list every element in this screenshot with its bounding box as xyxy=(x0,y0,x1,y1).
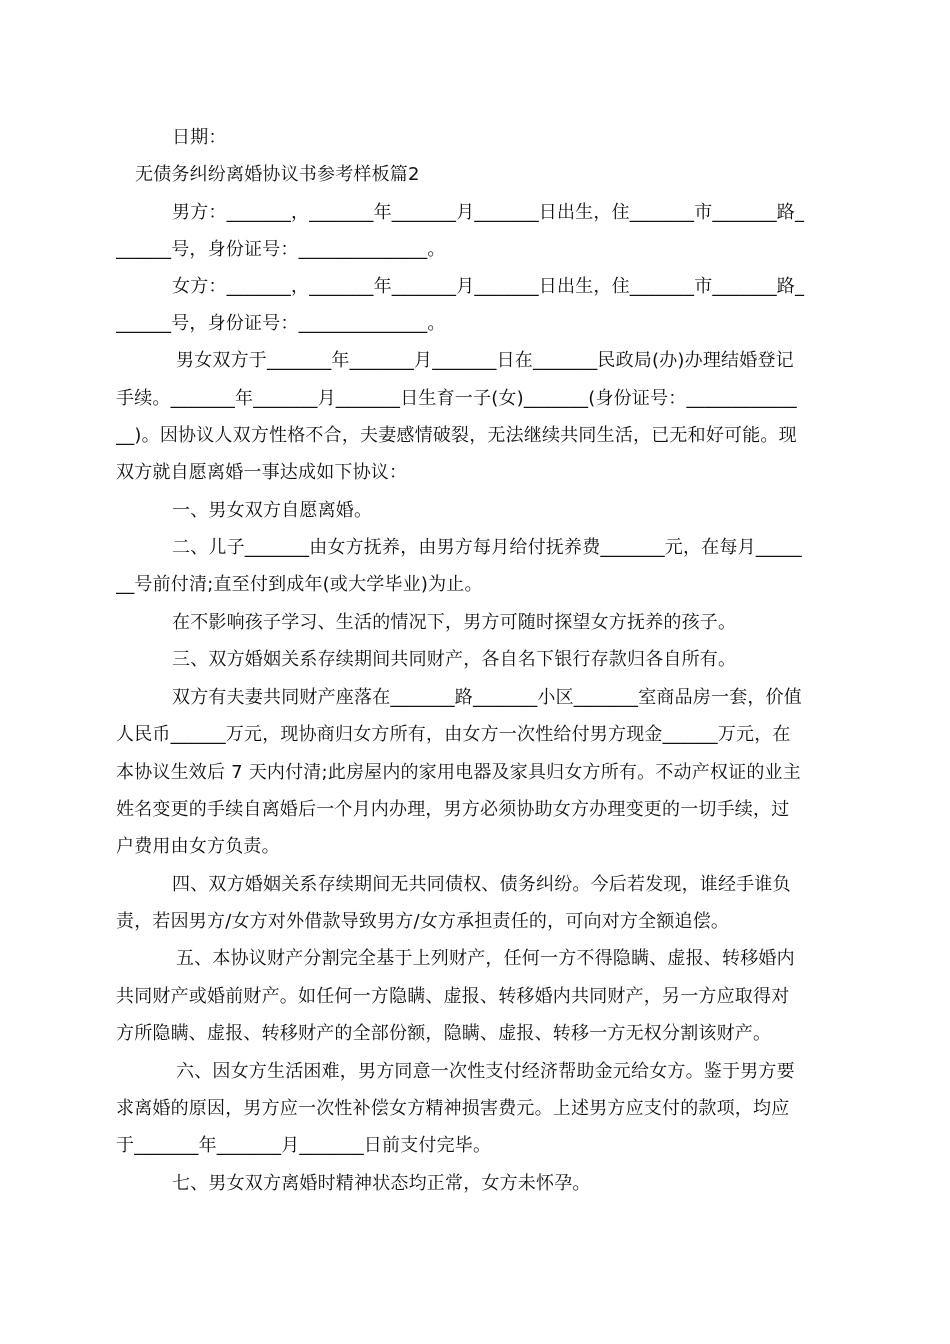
clause-4-line-1: 四、双方婚姻关系存续期间无共同债权、债务纠纷。今后若发现，谁经手谁负 xyxy=(172,874,791,895)
clause-6-line-1: 六、因女方生活困难，男方同意一次性支付经济帮助金元给女方。鉴于男方要 xyxy=(176,1061,795,1082)
property-line-3: 本协议生效后 7 天内付清;此房屋内的家用电器及家具归女方所有。不动产权证的业主 xyxy=(116,762,801,783)
clause-6-line-2: 求离婚的原因，男方应一次性补偿女方精神损害费元。上述男方应支付的款项，均应 xyxy=(116,1098,790,1119)
marriage-paragraph-line-3: __)。因协议人双方性格不合，夫妻感情破裂，无法继续共同生活，已无和好可能。现 xyxy=(116,425,797,446)
clause-3: 三、双方婚姻关系存续期间共同财产，各自名下银行存款归各自所有。 xyxy=(172,649,737,670)
date-label: 日期： xyxy=(172,127,227,148)
clause-5-line-2: 共同财产或婚前财产。如任何一方隐瞒、虚报、转移婚内共同财产，另一方应取得对 xyxy=(116,986,790,1007)
wife-info-line-1: 女方：_______，_______年_______月_______日出生，住_______市_______路_ xyxy=(172,276,805,297)
clause-2-line-2: __号前付清;直至付到成年(或大学毕业)为止。 xyxy=(116,574,483,595)
clause-5-line-1: 五、本协议财产分割完全基于上列财产，任何一方不得隐瞒、虚报、转移婚内 xyxy=(176,948,795,969)
marriage-paragraph-line-1: 男女双方于_______年_______月_______日在_______民政局(办)办理结婚登记 xyxy=(176,350,794,371)
marriage-paragraph-line-2: 手续。_______年_______月_______日生育一子(女)_______(身份证号：____________ xyxy=(116,388,797,409)
husband-info-line-2: ______号，身份证号：______________。 xyxy=(116,239,446,260)
clause-6-line-3: 于_______年_______月_______日前支付完毕。 xyxy=(116,1135,492,1156)
clause-2-line-1: 二、儿子_______由女方抚养，由男方每月给付抚养费_______元，在每月_____ xyxy=(172,537,802,558)
visitation-line: 在不影响孩子学习、生活的情况下，男方可随时探望女方抚养的孩子。 xyxy=(172,612,737,633)
clause-4-line-2: 责，若因男方/女方对外借款导致男方/女方承担责任的，可向对方全额追偿。 xyxy=(116,911,730,932)
clause-7: 七、男女双方离婚时精神状态均正常，女方未怀孕。 xyxy=(172,1173,591,1194)
property-line-4: 姓名变更的手续自离婚后一个月内办理，男方必须协助女方办理变更的一切手续，过 xyxy=(116,799,790,820)
husband-info-line-1: 男方：_______，_______年_______月_______日出生，住_______市_______路_ xyxy=(172,202,805,223)
section-title: 无债务纠纷离婚协议书参考样板篇2 xyxy=(135,164,420,185)
clause-5-line-3: 方所隐瞒、虚报、转移财产的全部份额，隐瞒、虚报、转移一方无权分割该财产。 xyxy=(116,1023,772,1044)
property-line-1: 双方有夫妻共同财产座落在_______路_______小区_______室商品房一套，价值 xyxy=(172,687,802,708)
marriage-paragraph-line-4: 双方就自愿离婚一事达成如下协议： xyxy=(116,462,408,483)
wife-info-line-2: ______号，身份证号：______________。 xyxy=(116,313,446,334)
clause-1: 一、男女双方自愿离婚。 xyxy=(172,500,373,521)
property-line-2: 人民币______万元，现协商归女方所有，由女方一次性给付男方现金______万元，在 xyxy=(116,724,791,745)
property-line-5: 户费用由女方负责。 xyxy=(116,836,280,857)
